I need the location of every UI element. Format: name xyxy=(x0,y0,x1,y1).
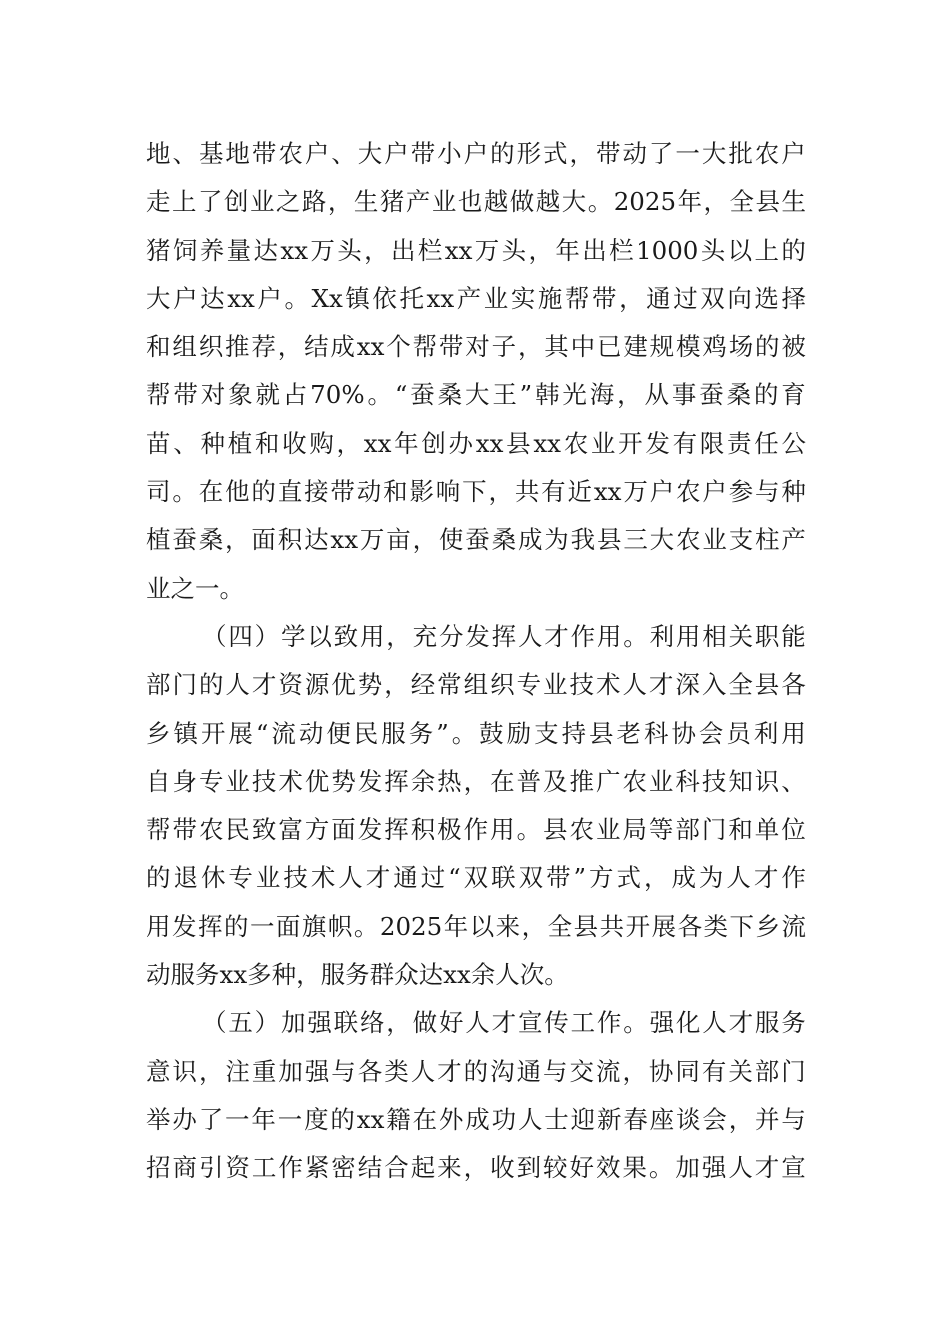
text-line: （ 四 ） 学 以 致 用 ， 充 分 发 挥 人 才 作 用 。 利 用 相 关 职 能 xyxy=(202,621,806,651)
text-line: 的 退 休 专 业 技 术 人 才 通 过 “ 双 联 双 带 ” 方 式 ， 成 为 人 才 作 xyxy=(146,863,806,893)
text-line: 地 、 基 地 带 农 户 、 大 户 带 小 户 的 形 式 ， 带 动 了 一 大 批 农 户 xyxy=(146,139,806,168)
text-line: 乡 镇 开 展 “ 流 动 便 民 服 务 ” 。 鼓 励 支 持 县 老 科 协 会 员 利 用 xyxy=(146,718,806,748)
text-line: 自 身 专 业 技 术 优 势 发 挥 余 热 ， 在 普 及 推 广 农 业 科 技 知 识 、 xyxy=(146,766,806,796)
text-line: 和 组 织 推 荐 ， 结 成 xx 个 帮 带 对 子 ， 其 中 已 建 规 模 鸡 场 的 被 xyxy=(146,332,806,362)
text-line: （ 五 ） 加 强 联 络 ， 做 好 人 才 宣 传 工 作 。 强 化 人 才 服 务 xyxy=(202,1008,806,1038)
text-line: 业之一。 xyxy=(146,573,244,603)
text-line: 走 上 了 创 业 之 路 ， 生 猪 产 业 也 越 做 越 大 。 2025 年 ， 全 县 生 xyxy=(146,187,806,217)
text-line: 招 商 引 资 工 作 紧 密 结 合 起 来 ， 收 到 较 好 效 果 。 加 强 人 才 宣 xyxy=(146,1153,806,1183)
text-line: 部 门 的 人 才 资 源 优 势 ， 经 常 组 织 专 业 技 术 人 才 深 入 全 县 各 xyxy=(146,670,806,700)
paragraph-industry-continuation xyxy=(146,130,806,613)
text-line: 司 。 在 他 的 直 接 带 动 和 影 响 下 ， 共 有 近 xx 万 户 农 户 参 与 种 xyxy=(146,477,806,507)
text-line: 植 蚕 桑 ， 面 积 达 xx 万 亩 ， 使 蚕 桑 成 为 我 县 三 大 农 业 支 柱 产 xyxy=(146,525,806,555)
text-line: 动服务xx多种，服务群众达xx余人次。 xyxy=(146,960,569,990)
paragraph-section-4 xyxy=(146,613,806,999)
text-line: 帮 带 对 象 就 占 70% 。 “ 蚕 桑 大 王 ” 韩 光 海 ， 从 事 蚕 桑 的 育 xyxy=(146,380,806,410)
paragraph-section-5 xyxy=(146,999,806,1192)
text-line: 苗 、 种 植 和 收 购 ， xx 年 创 办 xx 县 xx 农 业 开 发 有 限 责 任 公 xyxy=(146,428,806,458)
text-line: 猪 饲 养 量 达 xx 万 头 ， 出 栏 xx 万 头 ， 年 出 栏 1000 头 以 上 的 xyxy=(146,235,806,265)
text-line: 举 办 了 一 年 一 度 的 xx 籍 在 外 成 功 人 士 迎 新 春 座 谈 会 ， 并 与 xyxy=(146,1104,806,1134)
text-line: 用 发 挥 的 一 面 旗 帜 。 2025 年 以 来 ， 全 县 共 开 展 各 类 下 乡 流 xyxy=(146,911,806,941)
text-line: 大 户 达 xx 户 。 Xx 镇 依 托 xx 产 业 实 施 帮 带 ， 通 过 双 向 选 择 xyxy=(146,283,806,313)
text-line: 帮 带 农 民 致 富 方 面 发 挥 积 极 作 用 。 县 农 业 局 等 部 门 和 单 位 xyxy=(146,815,806,845)
body-text xyxy=(146,130,806,1193)
text-line: 意 识 ， 注 重 加 强 与 各 类 人 才 的 沟 通 与 交 流 ， 协 同 有 关 部 门 xyxy=(146,1056,806,1086)
